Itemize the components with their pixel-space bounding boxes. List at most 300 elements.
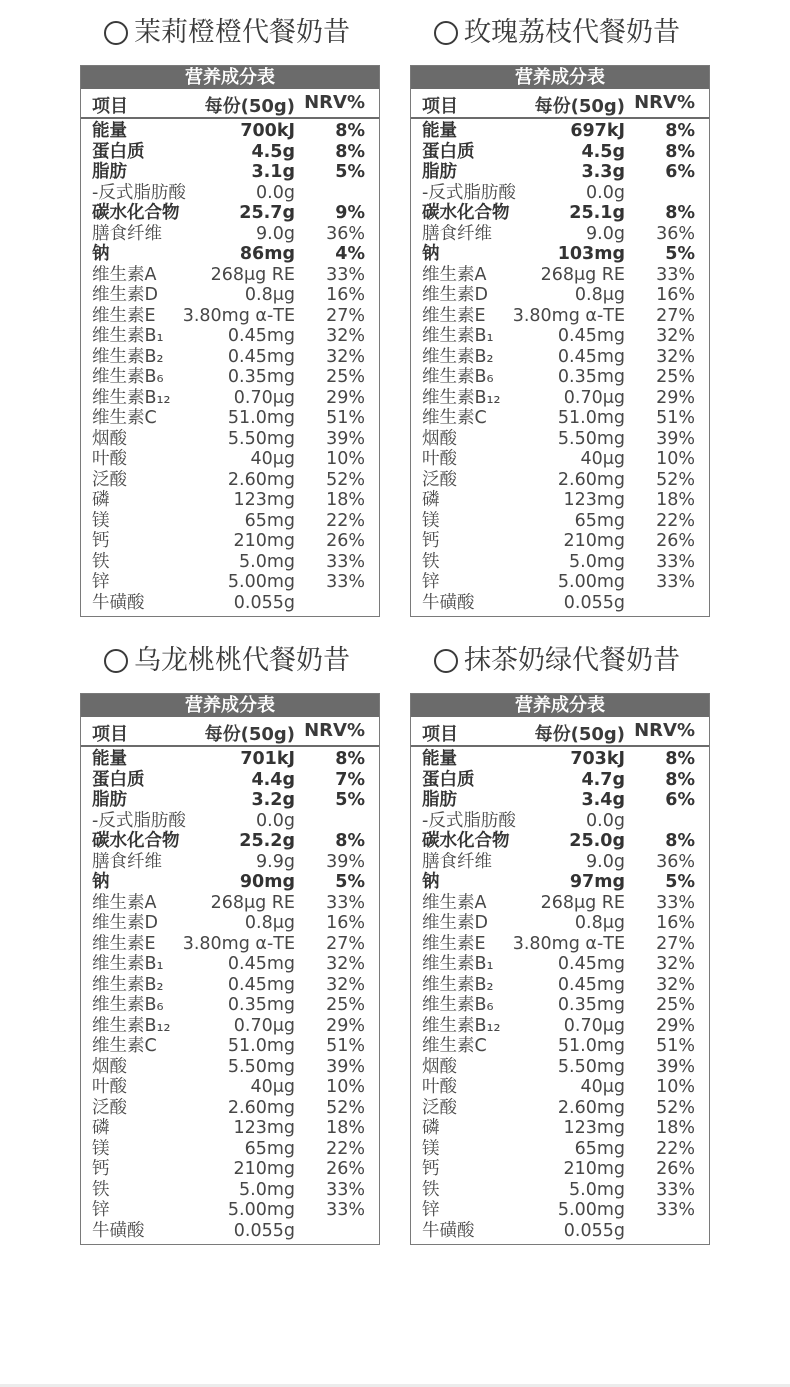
- per-serving-value: 0.45mg: [557, 346, 625, 367]
- table-row: [81, 490, 379, 511]
- nrv-value: 39%: [656, 428, 695, 449]
- nutrition-table: [80, 65, 380, 617]
- per-serving-value: 0.70μg: [233, 1015, 295, 1036]
- nutrient-name: 维生素B₁: [422, 326, 494, 346]
- nrv-value: 33%: [656, 572, 695, 592]
- nutrient-name: 维生素B₂: [92, 346, 164, 367]
- table-row: [81, 934, 379, 955]
- nrv-value: 18%: [326, 490, 365, 510]
- per-serving-value: 268μg RE: [540, 892, 625, 913]
- nutrient-name: 泛酸: [92, 1097, 127, 1118]
- nrv-value: 33%: [656, 1179, 695, 1200]
- table-row: [81, 265, 379, 286]
- nutrient-name: 铁: [92, 551, 110, 572]
- nutrient-name: -反式脂肪酸: [422, 182, 516, 203]
- nrv-value: 32%: [326, 974, 365, 995]
- per-serving-value: 210mg: [233, 1159, 295, 1179]
- table-row: [411, 852, 709, 873]
- per-serving-value: 123mg: [233, 490, 295, 510]
- table-row: [411, 1180, 709, 1201]
- nrv-value: 16%: [656, 285, 695, 305]
- per-serving-value: 4.5g: [581, 141, 625, 162]
- nutrient-name: 碳水化合物: [422, 203, 510, 223]
- per-serving-value: 2.60mg: [557, 1097, 625, 1118]
- per-serving-value: 5.0mg: [569, 1179, 625, 1200]
- nutrient-name: -反式脂肪酸: [92, 810, 186, 831]
- nrv-value: 5%: [335, 790, 365, 810]
- per-serving-value: 5.00mg: [557, 1200, 625, 1220]
- table-row: [411, 121, 709, 142]
- nutrient-name: 钠: [92, 872, 110, 892]
- nrv-value: 5%: [335, 162, 365, 182]
- per-serving-value: 0.0g: [586, 182, 625, 203]
- table-row: [81, 1118, 379, 1139]
- per-serving-value: 51.0mg: [227, 1036, 295, 1056]
- nrv-value: 51%: [656, 1036, 695, 1056]
- nutrient-name: 维生素B₆: [422, 995, 494, 1015]
- nutrient-name: 钠: [422, 244, 440, 264]
- per-serving-value: 5.00mg: [557, 572, 625, 592]
- nrv-value: 10%: [656, 1077, 695, 1097]
- table-row: [81, 203, 379, 224]
- nutrient-name: 维生素B₆: [422, 367, 494, 387]
- nutrient-name: 维生素C: [422, 408, 487, 428]
- table-row: [81, 306, 379, 327]
- per-serving-value: 5.50mg: [557, 428, 625, 449]
- nutrient-name: 蛋白质: [92, 769, 145, 790]
- nutrient-name: 维生素D: [92, 285, 158, 305]
- nutrient-name: -反式脂肪酸: [422, 810, 516, 831]
- nutrient-name: 镁: [422, 1138, 440, 1159]
- per-serving-value: 9.9g: [256, 851, 295, 872]
- circle-bullet-icon: [434, 649, 458, 673]
- nrv-value: 27%: [326, 305, 365, 326]
- table-row: [411, 224, 709, 245]
- table-row: [81, 531, 379, 552]
- table-row: [411, 831, 709, 852]
- col-header-per-serving: 每份(50g): [534, 96, 625, 117]
- nrv-value: 18%: [656, 1118, 695, 1138]
- nutrient-name: 维生素B₆: [92, 995, 164, 1015]
- nrv-value: 32%: [656, 346, 695, 367]
- nrv-value: 25%: [326, 995, 365, 1015]
- per-serving-value: 2.60mg: [227, 469, 295, 490]
- table-row: [411, 449, 709, 470]
- nutrient-name: 碳水化合物: [92, 831, 180, 851]
- table-rows: [81, 119, 379, 613]
- nutrient-name: 能量: [92, 749, 127, 769]
- per-serving-value: 3.80mg α-TE: [512, 305, 625, 326]
- table-row: [81, 224, 379, 245]
- nrv-value: 8%: [665, 769, 695, 790]
- table-row: [411, 347, 709, 368]
- table-row: [411, 470, 709, 491]
- table-row: [411, 749, 709, 770]
- per-serving-value: 5.50mg: [557, 1056, 625, 1077]
- table-row: [81, 1159, 379, 1180]
- product-title-text: 乌龙桃桃代餐奶昔: [134, 645, 350, 676]
- per-serving-value: 65mg: [244, 510, 295, 531]
- table-row: [411, 408, 709, 429]
- nrv-value: 25%: [326, 367, 365, 387]
- nutrient-name: 能量: [422, 749, 457, 769]
- nrv-value: 33%: [326, 572, 365, 592]
- nutrient-name: 蛋白质: [422, 769, 475, 790]
- nrv-value: 25%: [656, 995, 695, 1015]
- per-serving-value: 3.4g: [581, 790, 625, 810]
- nrv-value: 8%: [335, 831, 365, 851]
- table-row: [411, 1200, 709, 1221]
- table-row: [81, 388, 379, 409]
- nrv-value: 10%: [326, 449, 365, 469]
- nutrient-name: 泛酸: [92, 469, 127, 490]
- nutrition-panel-oolong-peach: [80, 638, 380, 1241]
- nutrient-name: 泛酸: [422, 1097, 457, 1118]
- nutrient-name: 膳食纤维: [92, 851, 162, 872]
- table-row: [411, 203, 709, 224]
- col-header-name: 项目: [92, 96, 128, 117]
- table-row: [411, 1159, 709, 1180]
- nutrient-name: 钠: [92, 244, 110, 264]
- table-row: [411, 552, 709, 573]
- nutrient-name: 维生素B₂: [92, 974, 164, 995]
- per-serving-value: 3.2g: [251, 790, 295, 810]
- nrv-value: 26%: [656, 531, 695, 551]
- nutrient-name: 脂肪: [422, 162, 457, 182]
- per-serving-value: 123mg: [563, 490, 625, 510]
- nutrient-name: 维生素A: [92, 892, 157, 913]
- table-row: [411, 388, 709, 409]
- col-header-name: 项目: [422, 96, 458, 117]
- nutrient-name: 维生素B₁₂: [422, 387, 501, 408]
- per-serving-value: 65mg: [574, 510, 625, 531]
- nrv-value: 29%: [326, 1015, 365, 1036]
- nrv-value: 22%: [656, 1138, 695, 1159]
- per-serving-value: 5.0mg: [569, 551, 625, 572]
- nutrient-name: 锌: [422, 572, 440, 592]
- nrv-value: 36%: [656, 223, 695, 244]
- table-row: [411, 913, 709, 934]
- nutrient-name: 叶酸: [92, 1077, 127, 1097]
- nutrient-name: 维生素D: [422, 285, 488, 305]
- table-row: [411, 531, 709, 552]
- nrv-value: 32%: [326, 346, 365, 367]
- per-serving-value: 123mg: [233, 1118, 295, 1138]
- nrv-value: 7%: [335, 769, 365, 790]
- table-row: [411, 975, 709, 996]
- column-headers: [81, 717, 379, 747]
- nrv-value: 52%: [326, 1097, 365, 1118]
- nutrient-name: 维生素B₁₂: [92, 1015, 171, 1036]
- table-row: [411, 183, 709, 204]
- per-serving-value: 0.8μg: [244, 285, 295, 305]
- nrv-value: 32%: [656, 974, 695, 995]
- nrv-value: 8%: [665, 203, 695, 223]
- table-row: [411, 1016, 709, 1037]
- nutrition-table: [410, 693, 710, 1245]
- table-row: [81, 449, 379, 470]
- product-title: [434, 638, 710, 683]
- nutrient-name: 镁: [422, 510, 440, 531]
- table-row: [81, 408, 379, 429]
- table-row: [411, 367, 709, 388]
- table-row: [411, 429, 709, 450]
- nutrient-name: 铁: [422, 551, 440, 572]
- per-serving-value: 5.00mg: [227, 572, 295, 592]
- per-serving-value: 0.8μg: [574, 285, 625, 305]
- nrv-value: 52%: [656, 469, 695, 490]
- nrv-value: 8%: [665, 749, 695, 769]
- nrv-value: 52%: [326, 469, 365, 490]
- nutrition-panel-jasmine-orange: [80, 10, 380, 613]
- per-serving-value: 0.70μg: [563, 387, 625, 408]
- nutrient-name: 维生素E: [422, 933, 486, 954]
- nutrient-name: 磷: [92, 490, 110, 510]
- per-serving-value: 0.45mg: [227, 346, 295, 367]
- per-serving-value: 4.7g: [581, 769, 625, 790]
- table-row: [81, 347, 379, 368]
- per-serving-value: 25.0g: [569, 831, 625, 851]
- table-row: [81, 749, 379, 770]
- table-header: 营养成分表: [81, 66, 379, 89]
- nrv-value: 8%: [665, 831, 695, 851]
- nutrient-name: 烟酸: [422, 428, 457, 449]
- per-serving-value: 5.0mg: [239, 551, 295, 572]
- nutrient-name: 维生素D: [422, 913, 488, 933]
- nrv-value: 9%: [335, 203, 365, 223]
- nutrient-name: 维生素C: [92, 408, 157, 428]
- per-serving-value: 9.0g: [586, 223, 625, 244]
- nrv-value: 10%: [326, 1077, 365, 1097]
- nrv-value: 16%: [326, 913, 365, 933]
- nutrition-panel-matcha-milk: [410, 638, 710, 1241]
- product-title-text: 抹茶奶绿代餐奶昔: [464, 645, 680, 676]
- table-row: [81, 811, 379, 832]
- per-serving-value: 0.45mg: [227, 954, 295, 974]
- nutrient-name: 磷: [422, 490, 440, 510]
- nrv-value: 32%: [326, 954, 365, 974]
- nutrient-name: 钙: [422, 531, 440, 551]
- nrv-value: 52%: [656, 1097, 695, 1118]
- nrv-value: 5%: [335, 872, 365, 892]
- nrv-value: 22%: [656, 510, 695, 531]
- per-serving-value: 3.3g: [581, 162, 625, 182]
- table-row: [81, 367, 379, 388]
- nutrient-name: 镁: [92, 510, 110, 531]
- table-row: [411, 244, 709, 265]
- col-header-nrv: NRV%: [304, 720, 365, 741]
- col-header-name: 项目: [92, 724, 128, 745]
- nrv-value: 39%: [326, 1056, 365, 1077]
- nrv-value: 33%: [326, 892, 365, 913]
- per-serving-value: 25.7g: [239, 203, 295, 223]
- table-row: [81, 326, 379, 347]
- table-row: [81, 1139, 379, 1160]
- col-header-nrv: NRV%: [304, 92, 365, 113]
- table-row: [411, 265, 709, 286]
- nutrient-name: 烟酸: [422, 1056, 457, 1077]
- product-title: [434, 10, 710, 55]
- nutrient-name: 维生素B₁: [422, 954, 494, 974]
- nutrient-name: 牛磺酸: [92, 1220, 145, 1241]
- table-row: [81, 913, 379, 934]
- table-row: [411, 1221, 709, 1242]
- table-row: [411, 770, 709, 791]
- table-row: [411, 306, 709, 327]
- nutrient-name: 能量: [92, 121, 127, 141]
- table-rows: [81, 747, 379, 1241]
- nutrient-name: 碳水化合物: [92, 203, 180, 223]
- per-serving-value: 4.5g: [251, 141, 295, 162]
- per-serving-value: 5.50mg: [227, 1056, 295, 1077]
- nrv-value: 10%: [656, 449, 695, 469]
- per-serving-value: 0.8μg: [574, 913, 625, 933]
- per-serving-value: 703kJ: [570, 749, 625, 769]
- per-serving-value: 0.45mg: [557, 954, 625, 974]
- per-serving-value: 0.45mg: [227, 326, 295, 346]
- product-title: [104, 638, 380, 683]
- nutrient-name: 维生素A: [422, 264, 487, 285]
- nutrient-name: 维生素B₁: [92, 326, 164, 346]
- per-serving-value: 25.2g: [239, 831, 295, 851]
- nutrient-name: 能量: [422, 121, 457, 141]
- per-serving-value: 40μg: [580, 449, 625, 469]
- table-row: [81, 831, 379, 852]
- table-row: [81, 852, 379, 873]
- nutrient-name: 维生素E: [92, 933, 156, 954]
- table-row: [411, 934, 709, 955]
- nrv-value: 51%: [656, 408, 695, 428]
- col-header-per-serving: 每份(50g): [204, 96, 295, 117]
- nutrient-name: 钙: [92, 531, 110, 551]
- nutrient-name: 磷: [422, 1118, 440, 1138]
- nutrient-name: 维生素C: [92, 1036, 157, 1056]
- nutrient-name: 脂肪: [422, 790, 457, 810]
- per-serving-value: 9.0g: [256, 223, 295, 244]
- per-serving-value: 25.1g: [569, 203, 625, 223]
- table-row: [81, 183, 379, 204]
- nrv-value: 16%: [326, 285, 365, 305]
- nrv-value: 36%: [326, 223, 365, 244]
- table-row: [81, 1098, 379, 1119]
- nutrient-name: 膳食纤维: [422, 223, 492, 244]
- per-serving-value: 701kJ: [240, 749, 295, 769]
- table-row: [81, 790, 379, 811]
- table-row: [81, 1180, 379, 1201]
- nutrient-name: 叶酸: [92, 449, 127, 469]
- nrv-value: 16%: [656, 913, 695, 933]
- nutrient-name: 牛磺酸: [422, 592, 475, 613]
- table-row: [411, 811, 709, 832]
- per-serving-value: 3.1g: [251, 162, 295, 182]
- nutrition-panel-rose-lychee: [410, 10, 710, 613]
- table-row: [411, 1036, 709, 1057]
- table-row: [411, 893, 709, 914]
- table-row: [81, 244, 379, 265]
- nrv-value: 5%: [665, 872, 695, 892]
- nutrient-name: 叶酸: [422, 1077, 457, 1097]
- nrv-value: 33%: [656, 264, 695, 285]
- circle-bullet-icon: [104, 21, 128, 45]
- nutrient-name: 锌: [422, 1200, 440, 1220]
- table-row: [411, 1118, 709, 1139]
- table-row: [81, 1221, 379, 1242]
- nutrient-name: 泛酸: [422, 469, 457, 490]
- table-row: [411, 593, 709, 614]
- per-serving-value: 210mg: [233, 531, 295, 551]
- nrv-value: 51%: [326, 408, 365, 428]
- table-rows: [411, 747, 709, 1241]
- nutrient-name: 蛋白质: [92, 141, 145, 162]
- table-row: [411, 572, 709, 593]
- per-serving-value: 700kJ: [240, 121, 295, 141]
- table-row: [411, 142, 709, 163]
- nrv-value: 39%: [326, 428, 365, 449]
- nutrient-name: 牛磺酸: [92, 592, 145, 613]
- nutrient-name: 维生素A: [92, 264, 157, 285]
- nutrient-name: -反式脂肪酸: [92, 182, 186, 203]
- table-row: [411, 790, 709, 811]
- table-row: [81, 1016, 379, 1037]
- nutrient-name: 锌: [92, 572, 110, 592]
- table-row: [411, 954, 709, 975]
- per-serving-value: 97mg: [569, 872, 625, 892]
- per-serving-value: 9.0g: [586, 851, 625, 872]
- nrv-value: 22%: [326, 510, 365, 531]
- table-row: [81, 995, 379, 1016]
- per-serving-value: 0.055g: [563, 592, 625, 613]
- col-header-name: 项目: [422, 724, 458, 745]
- table-row: [411, 1077, 709, 1098]
- nrv-value: 8%: [335, 141, 365, 162]
- nutrient-name: 镁: [92, 1138, 110, 1159]
- table-row: [411, 1139, 709, 1160]
- nutrient-name: 维生素B₆: [92, 367, 164, 387]
- table-row: [81, 470, 379, 491]
- per-serving-value: 3.80mg α-TE: [512, 933, 625, 954]
- table-row: [411, 285, 709, 306]
- table-row: [411, 511, 709, 532]
- table-row: [411, 872, 709, 893]
- per-serving-value: 0.0g: [586, 810, 625, 831]
- nutrient-name: 维生素E: [92, 305, 156, 326]
- product-title: [104, 10, 380, 55]
- per-serving-value: 0.055g: [233, 1220, 295, 1241]
- nrv-value: 29%: [326, 387, 365, 408]
- per-serving-value: 5.00mg: [227, 1200, 295, 1220]
- product-title-text: 玫瑰荔枝代餐奶昔: [464, 17, 680, 48]
- nrv-value: 32%: [656, 326, 695, 346]
- per-serving-value: 4.4g: [251, 769, 295, 790]
- circle-bullet-icon: [104, 649, 128, 673]
- nrv-value: 4%: [335, 244, 365, 264]
- per-serving-value: 0.70μg: [563, 1015, 625, 1036]
- table-header: 营养成分表: [411, 66, 709, 89]
- nrv-value: 26%: [656, 1159, 695, 1179]
- per-serving-value: 65mg: [244, 1138, 295, 1159]
- per-serving-value: 123mg: [563, 1118, 625, 1138]
- per-serving-value: 0.35mg: [227, 995, 295, 1015]
- per-serving-value: 0.45mg: [227, 974, 295, 995]
- nrv-value: 33%: [326, 551, 365, 572]
- table-row: [81, 285, 379, 306]
- per-serving-value: 65mg: [574, 1138, 625, 1159]
- table-row: [81, 511, 379, 532]
- per-serving-value: 51.0mg: [557, 1036, 625, 1056]
- per-serving-value: 40μg: [580, 1077, 625, 1097]
- table-row: [81, 1200, 379, 1221]
- table-row: [81, 1057, 379, 1078]
